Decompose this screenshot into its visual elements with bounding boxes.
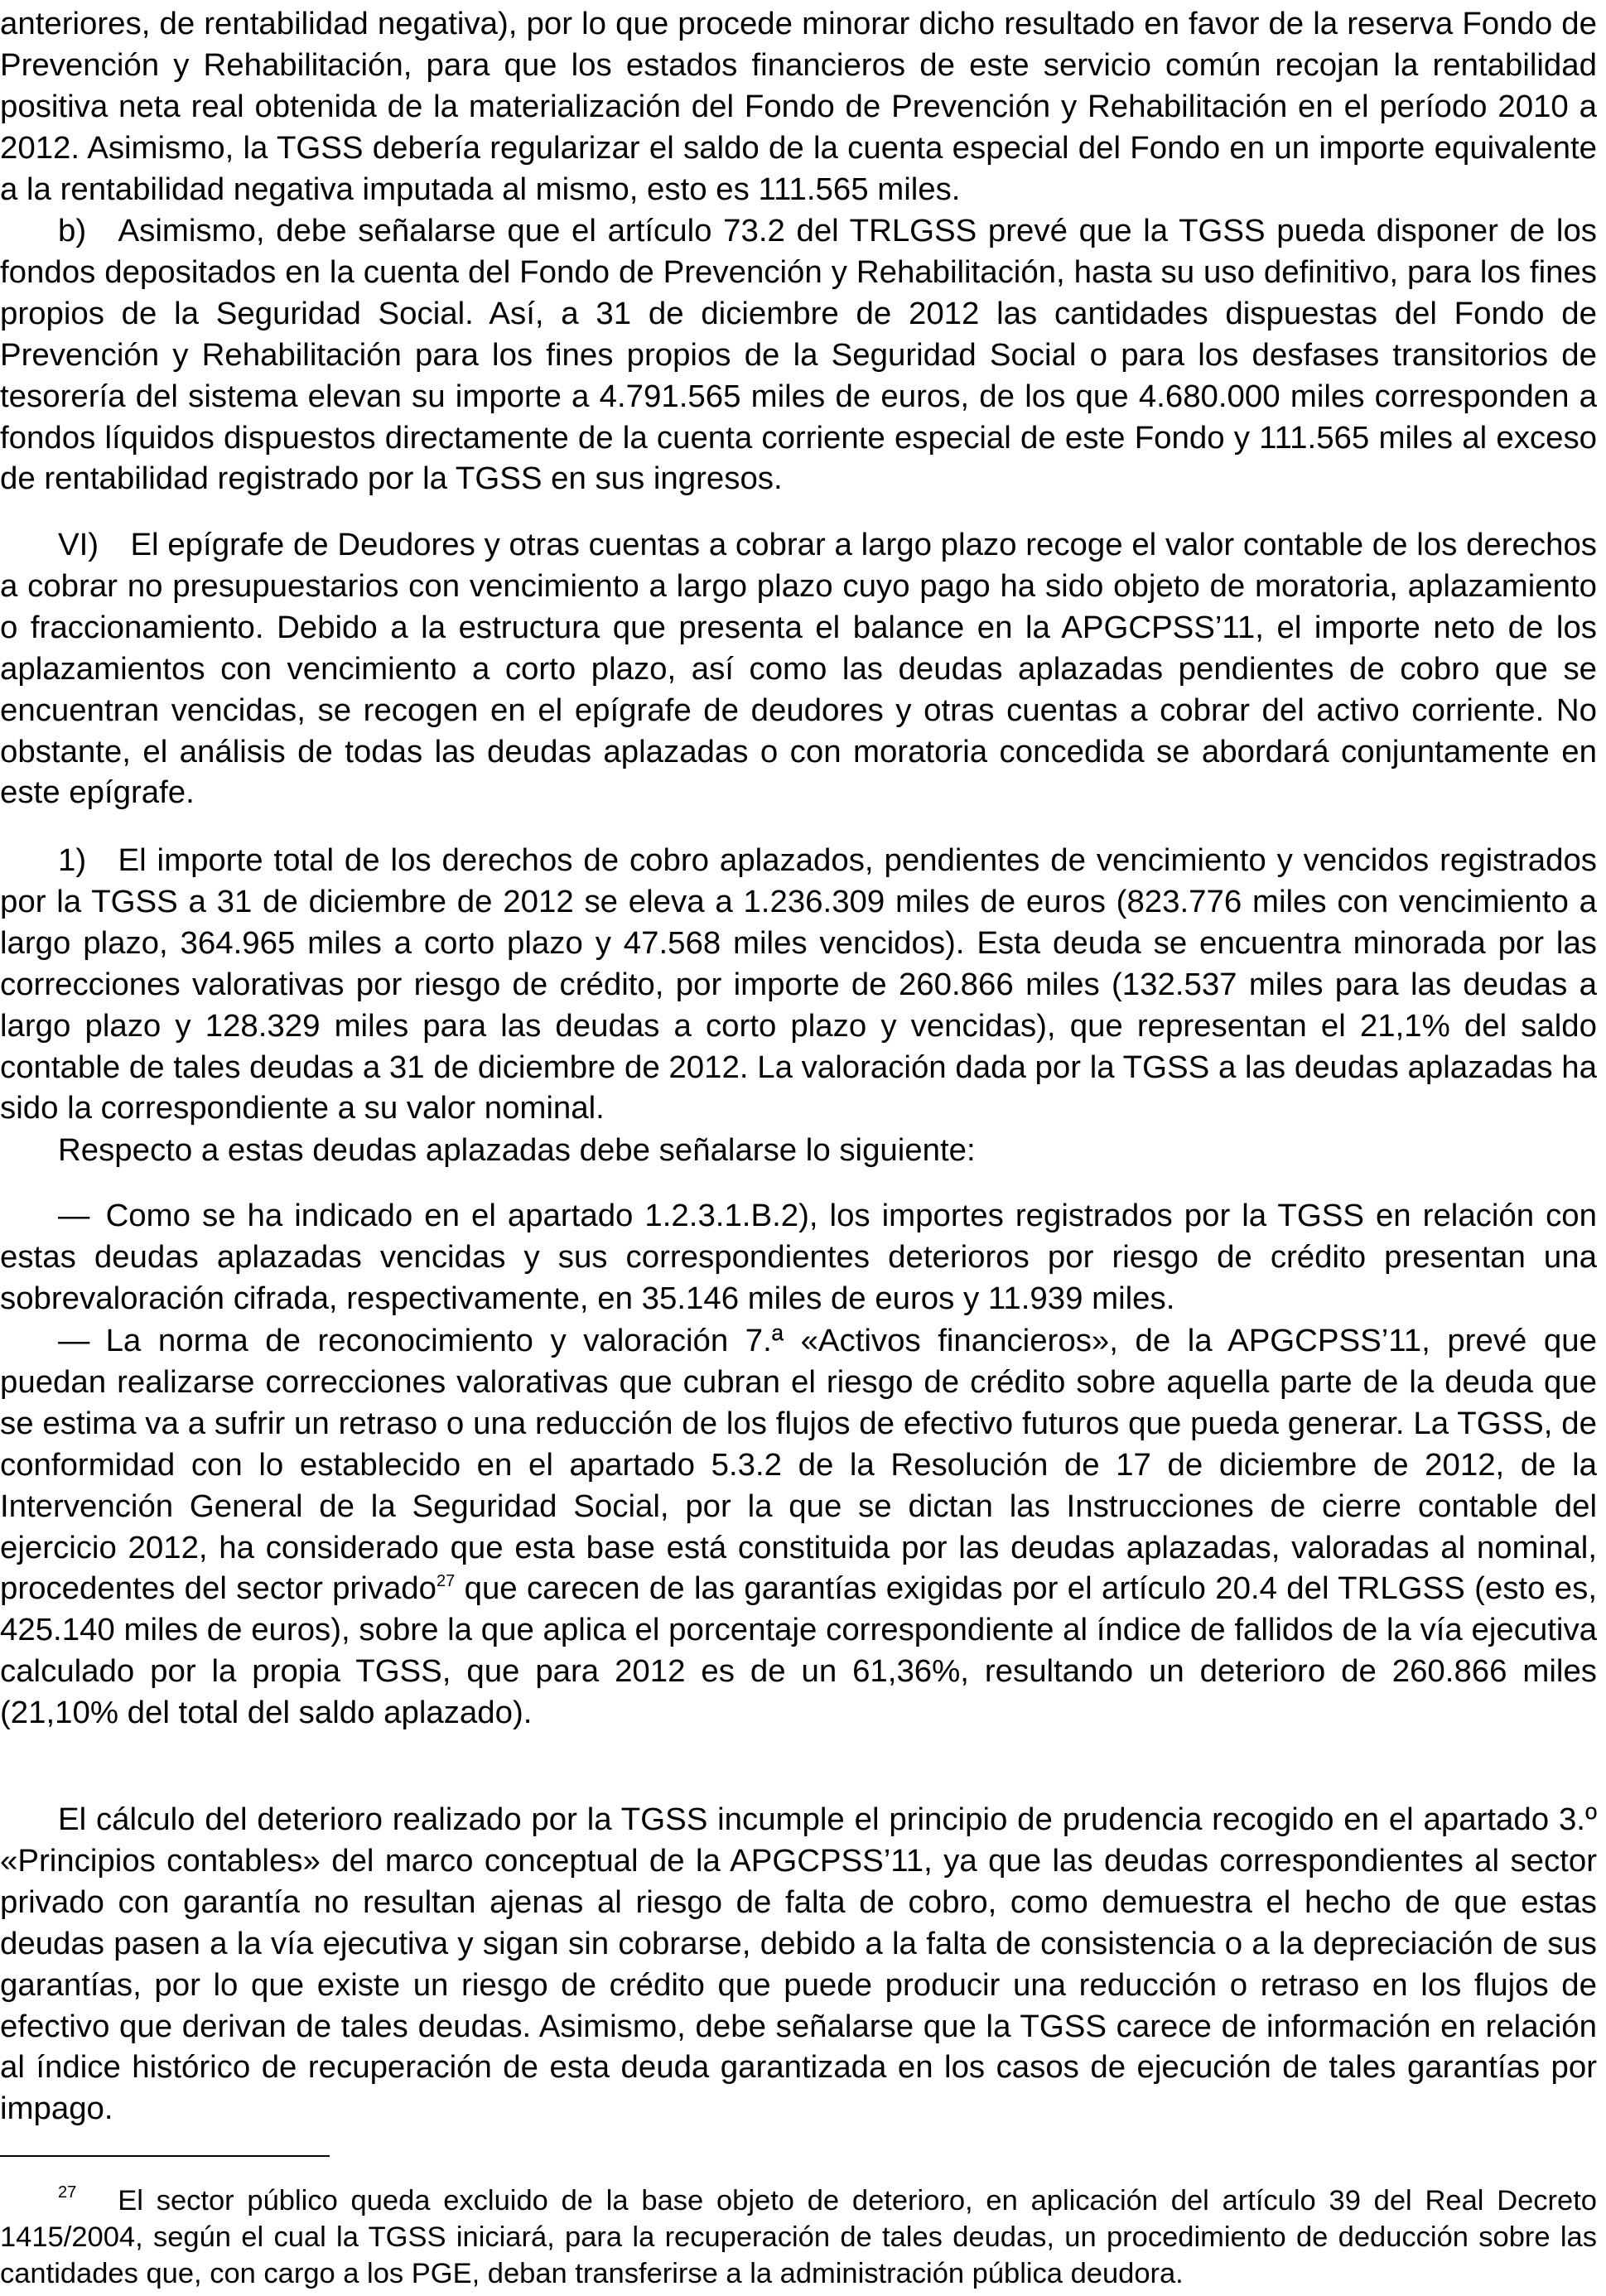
footnote-divider	[0, 2155, 330, 2157]
paragraph-text: anteriores, de rentabilidad negativa), por lo que procede minorar dicho resultado en favor de la reserva Fondo de Prevención y Rehabilitación, para que los estados financieros de este servicio común recojan la rentabilidad positiva neta real obtenida de la materialización del Fondo de Prevención y Rehabilitación en el período 2010 a 2012. Asimismo, la TGSS debería regularizar el saldo de la cuenta especial del Fondo en un importe equivalente a la rentabilidad negativa imputada al mismo, esto es 111.565 miles.	[0, 6, 1597, 207]
paragraph-text: 1) El importe total de los derechos de cobro aplazados, pendientes de vencimiento y vencidos registrados por la TGSS a 31 de diciembre de 2012 se eleva a 1.236.309 miles de euros (823.776 miles con vencimiento a largo plazo, 364.965 miles a corto plazo y 47.568 miles vencidos). Esta deuda se encuentra minorada por las correcciones valorativas por riesgo de crédito, por importe de 260.866 miles (132.537 miles para las deudas a largo plazo y 128.329 miles para las deudas a corto plazo y vencidas), que representan el 21,1% del saldo contable de tales deudas a 31 de diciembre de 2012. La valoración dada por la TGSS a las deudas aplazadas ha sido la correspondiente a su valor nominal.	[0, 842, 1597, 1126]
footnote-text: El sector público queda excluido de la base objeto de deterioro, en aplicación del artículo 39 del Real Decreto 1415/2004, según el cual la TGSS iniciará, para la recuperación de tales deudas, un procedimiento de deducción sobre las cantidades que, con cargo a los PGE, deban transferirse a la administración pública deudora.	[0, 2185, 1597, 2289]
paragraph-1	[0, 840, 1597, 1129]
footnote-reference: 27	[436, 1572, 456, 1591]
paragraph-text: — Como se ha indicado en el apartado 1.2.3.1.B.2), los importes registrados por la TGSS en relación con estas deudas aplazadas vencidas y sus correspondientes deterioros por riesgo de crédito presentan una sobrevaloración cifrada, respectivamente, en 35.146 miles de euros y 11.939 miles.	[0, 1198, 1597, 1316]
paragraph-text: VI) El epígrafe de Deudores y otras cuentas a cobrar a largo plazo recoge el valor contable de los derechos a cobrar no presupuestarios con vencimiento a largo plazo cuyo pago ha sido objeto de moratoria, aplazamiento o fraccionamiento. Debido a la estructura que presenta el balance en la APGCPSS’11, el importe neto de los aplazamientos con vencimiento a corto plazo, así como las deudas aplazadas pendientes de cobro que se encuentran vencidas, se recogen en el epígrafe de deudores y otras cuentas a cobrar del activo corriente. No obstante, el análisis de todas las deudas aplazadas o con moratoria concedida se abordará conjuntamente en este epígrafe.	[0, 527, 1597, 811]
paragraph-text: El cálculo del deterioro realizado por la TGSS incumple el principio de prudencia recogido en el apartado 3.º «Principios contables» del marco conceptual de la APGCPSS’11, ya que las deudas correspondientes al sector privado con garantía no resultan ajenas al riesgo de falta de cobro, como demuestra el hecho de que estas deudas pasen a la vía ejecutiva y sigan sin cobrarse, debido a la falta de consistencia o a la depreciación de sus garantías, por lo que existe un riesgo de crédito que puede producir una reducción o retraso en los flujos de efectivo que derivan de tales deudas. Asimismo, debe señalarse que la TGSS carece de información en relación al índice histórico de recuperación de esta deuda garantizada en los casos de ejecución de tales garantías por impago.	[0, 1802, 1597, 2127]
footnote-text-block: 27 El sector público queda excluido de la base objeto de deterioro, en aplicación del artículo 39 del Real Decreto 1415/2004, según el cual la TGSS iniciará, para la recuperación de tales deudas, un procedimiento de deducción sobre las cantidades que, con cargo a los PGE, deban transferirse a la administración pública deudora.	[0, 2183, 1597, 2289]
dash-item-2-part-2: que carecen de las garantías exigidas por el artículo 20.4 del TRLGSS (esto es, 425.140 miles de euros), sobre la que aplica el porcentaje correspondiente al índice de fallidos de la vía ejecutiva calculado por la propia TGSS, que para 2012 es de un 61,36%, resultando un deterioro de 260.866 miles (21,10% del total del saldo aplazado).	[0, 1570, 1597, 1731]
paragraph-vi	[0, 524, 1597, 813]
paragraph-calculo	[0, 1799, 1597, 2130]
paragraph-text	[0, 1320, 1597, 1734]
footnote	[0, 2183, 1597, 2292]
paragraph-text: b) Asimismo, debe señalarse que el artículo 73.2 del TRLGSS prevé que la TGSS pueda disponer de los fondos depositados en la cuenta del Fondo de Prevención y Rehabilitación, hasta su uso definitivo, para los fines propios de la Seguridad Social. Así, a 31 de diciembre de 2012 las cantidades dispuestas del Fondo de Prevención y Rehabilitación para los fines propios de la Seguridad Social o para los desfases transitorios de tesorería del sistema elevan su importe a 4.791.565 miles de euros, de los que 4.680.000 miles corresponden a fondos líquidos dispuestos directamente de la cuenta corriente especial de este Fondo y 111.565 miles al exceso de rentabilidad registrado por la TGSS en sus ingresos.	[0, 213, 1597, 497]
dash-item-2	[0, 1320, 1597, 1734]
paragraph-continuation	[0, 3, 1597, 210]
dash-item-2-part-1: — La norma de reconocimiento y valoración 7.ª «Activos financieros», de la APGCPSS’11, prevé que puedan realizarse correcciones valorativas que cubran el riesgo de crédito sobre aquella parte de la deuda que se estima va a sufrir un retraso o una reducción de los flujos de efectivo futuros que pueda generar. La TGSS, de conformidad con lo establecido en el apartado 5.3.2 de la Resolución de 17 de diciembre de 2012, de la Intervención General de la Seguridad Social, por la que se dictan las Instrucciones de cierre contable del ejercicio 2012, ha considerado que esta base está constituida por las deudas aplazadas, valoradas al nominal, procedentes del sector privado	[0, 1323, 1597, 1607]
dash-item-1	[0, 1195, 1597, 1319]
paragraph-text: Respecto a estas deudas aplazadas debe señalarse lo siguiente:	[58, 1132, 976, 1168]
paragraph-b	[0, 210, 1597, 499]
paragraph-respecto	[0, 1130, 1597, 1171]
